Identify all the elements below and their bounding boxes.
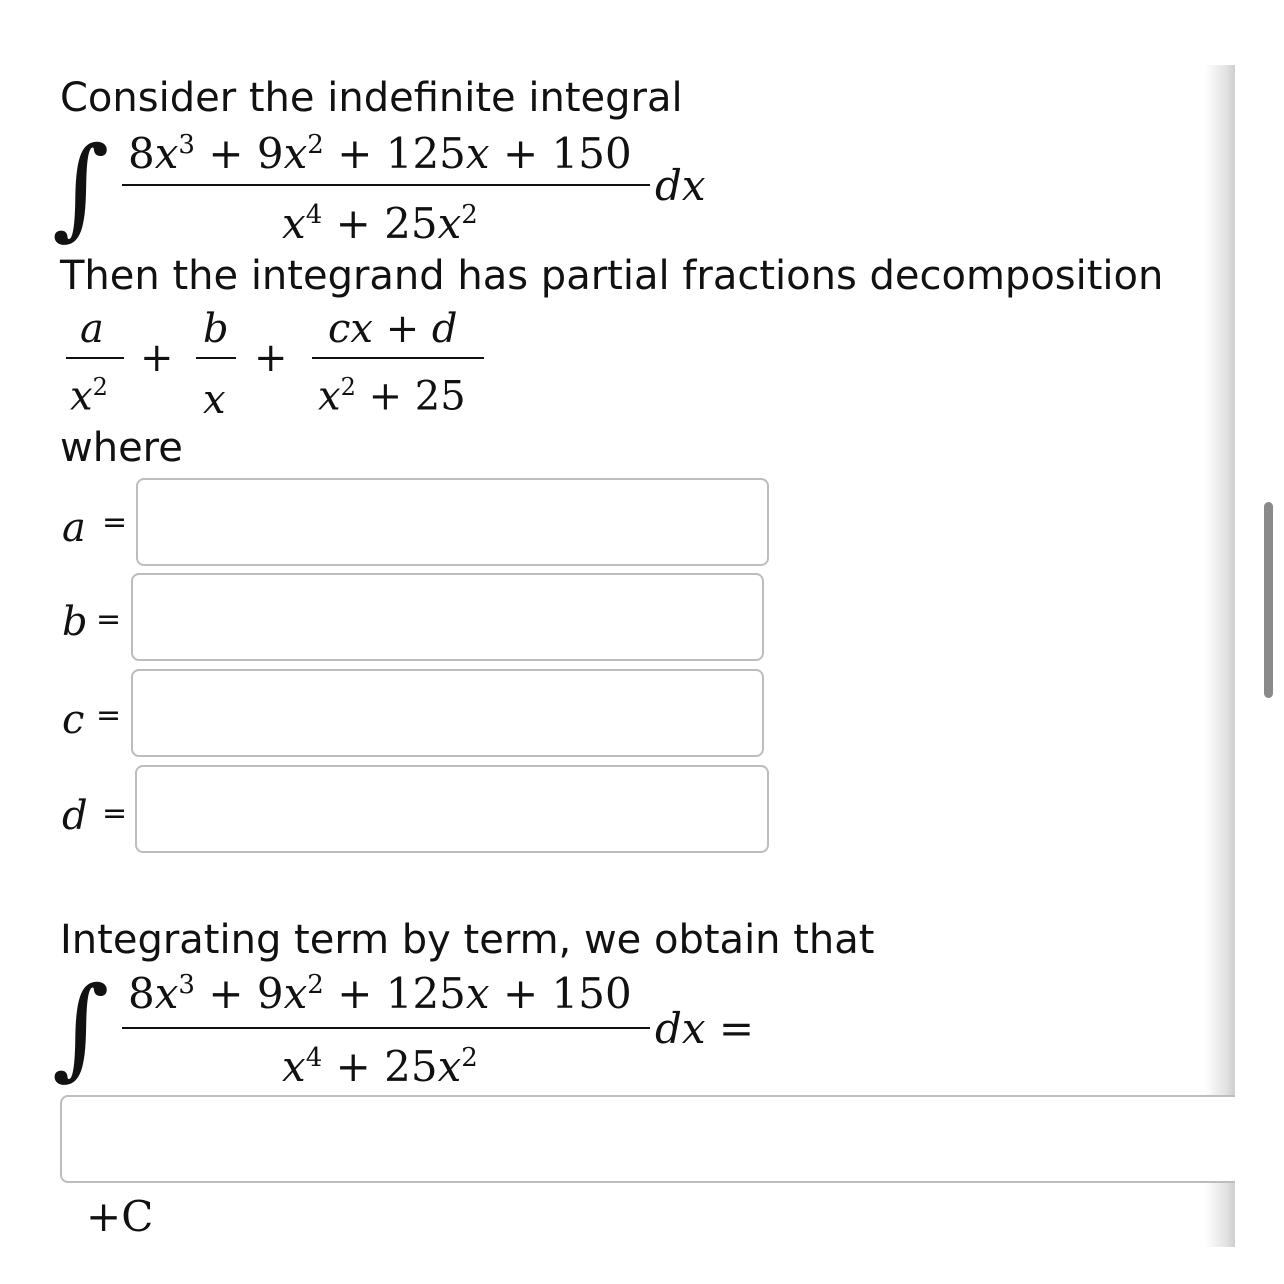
num-var-x: x: [154, 969, 179, 1018]
frac2-denominator: x: [203, 377, 226, 423]
num-term-125: + 125: [337, 969, 466, 1018]
frac2-bar: [196, 357, 236, 359]
plus-sign-1: +: [140, 335, 174, 381]
num-term-150: + 150: [502, 969, 632, 1018]
num-exp-3: 3: [178, 130, 195, 160]
scrollbar-thumb[interactable]: [1264, 502, 1273, 698]
frac2-numerator: b: [203, 306, 229, 352]
den-term-25: + 25: [335, 1042, 438, 1091]
equals-sign: =: [96, 698, 122, 733]
equals-sign: =: [102, 505, 128, 540]
num-term-150: + 150: [502, 129, 632, 178]
num-var-x: x: [465, 129, 490, 178]
field-label-a: a: [62, 505, 86, 551]
den-exp-2: 2: [461, 200, 478, 230]
num-var-x: x: [465, 969, 490, 1018]
frac3-denominator: [318, 373, 466, 420]
frac3-den-var: x: [318, 373, 341, 420]
field-label-b: b: [62, 599, 88, 645]
frac1-den-exp: 2: [92, 373, 108, 401]
field-label-c: c: [62, 697, 85, 743]
integrand-denominator: [282, 1042, 478, 1091]
den-term-25: + 25: [335, 199, 438, 248]
plus-sign-2: +: [254, 335, 288, 381]
equals-sign: =: [102, 796, 128, 831]
frac3-numerator: [328, 306, 458, 352]
den-var-x: x: [437, 1042, 462, 1091]
den-var-x: x: [282, 199, 306, 248]
num-term-125: + 125: [337, 129, 466, 178]
plus-c-label: +C: [86, 1192, 154, 1241]
intro-text: Consider the indefinite integral: [60, 75, 683, 121]
den-exp-4: 4: [305, 1043, 323, 1073]
frac1-denominator: [70, 373, 108, 420]
integral-sign: ∫: [52, 963, 110, 1091]
integrand-denominator: [282, 199, 478, 248]
integrating-text: Integrating term by term, we obtain that: [60, 917, 875, 963]
den-var-x: x: [437, 199, 462, 248]
field-label-d: d: [62, 793, 88, 839]
right-gutter: [1205, 65, 1235, 1247]
num-coef-8: 8: [128, 129, 155, 178]
num-exp-2: 2: [307, 970, 324, 1000]
frac3-num-plus: +: [385, 306, 420, 352]
integrand-numerator: [128, 969, 632, 1018]
input-c[interactable]: [131, 669, 764, 757]
frac3-num-cx: cx: [328, 306, 373, 352]
dx-equals-label: dx =: [655, 1004, 755, 1053]
frac1-den-var: x: [70, 373, 93, 420]
where-text: where: [60, 425, 183, 471]
fraction-bar: [122, 1027, 650, 1029]
input-d[interactable]: [135, 765, 769, 853]
dx-label: dx: [655, 161, 706, 210]
frac3-den-tail: + 25: [368, 373, 466, 420]
num-exp-3: 3: [178, 970, 195, 1000]
frac3-bar: [312, 357, 484, 359]
input-b[interactable]: [131, 573, 764, 661]
frac1-bar: [66, 357, 124, 359]
equals-sign: =: [96, 602, 122, 637]
num-var-x: x: [283, 129, 308, 178]
frac1-numerator: a: [80, 306, 104, 352]
integral-sign: ∫: [52, 123, 110, 251]
frac3-den-exp: 2: [340, 373, 356, 401]
num-term-9: + 9: [208, 129, 284, 178]
den-exp-2: 2: [461, 1043, 478, 1073]
num-var-x: x: [283, 969, 308, 1018]
frac3-num-d: d: [431, 306, 458, 352]
den-exp-4: 4: [305, 200, 323, 230]
decomposition-text: Then the integrand has partial fractions decomposition: [60, 253, 1164, 299]
num-exp-2: 2: [307, 130, 324, 160]
input-a[interactable]: [136, 478, 769, 566]
num-coef-8: 8: [128, 969, 155, 1018]
antiderivative-input[interactable]: [60, 1095, 1235, 1183]
den-var-x: x: [282, 1042, 306, 1091]
integrand-numerator: [128, 129, 632, 178]
fraction-bar: [122, 184, 650, 186]
num-var-x: x: [154, 129, 179, 178]
num-term-9: + 9: [208, 969, 284, 1018]
